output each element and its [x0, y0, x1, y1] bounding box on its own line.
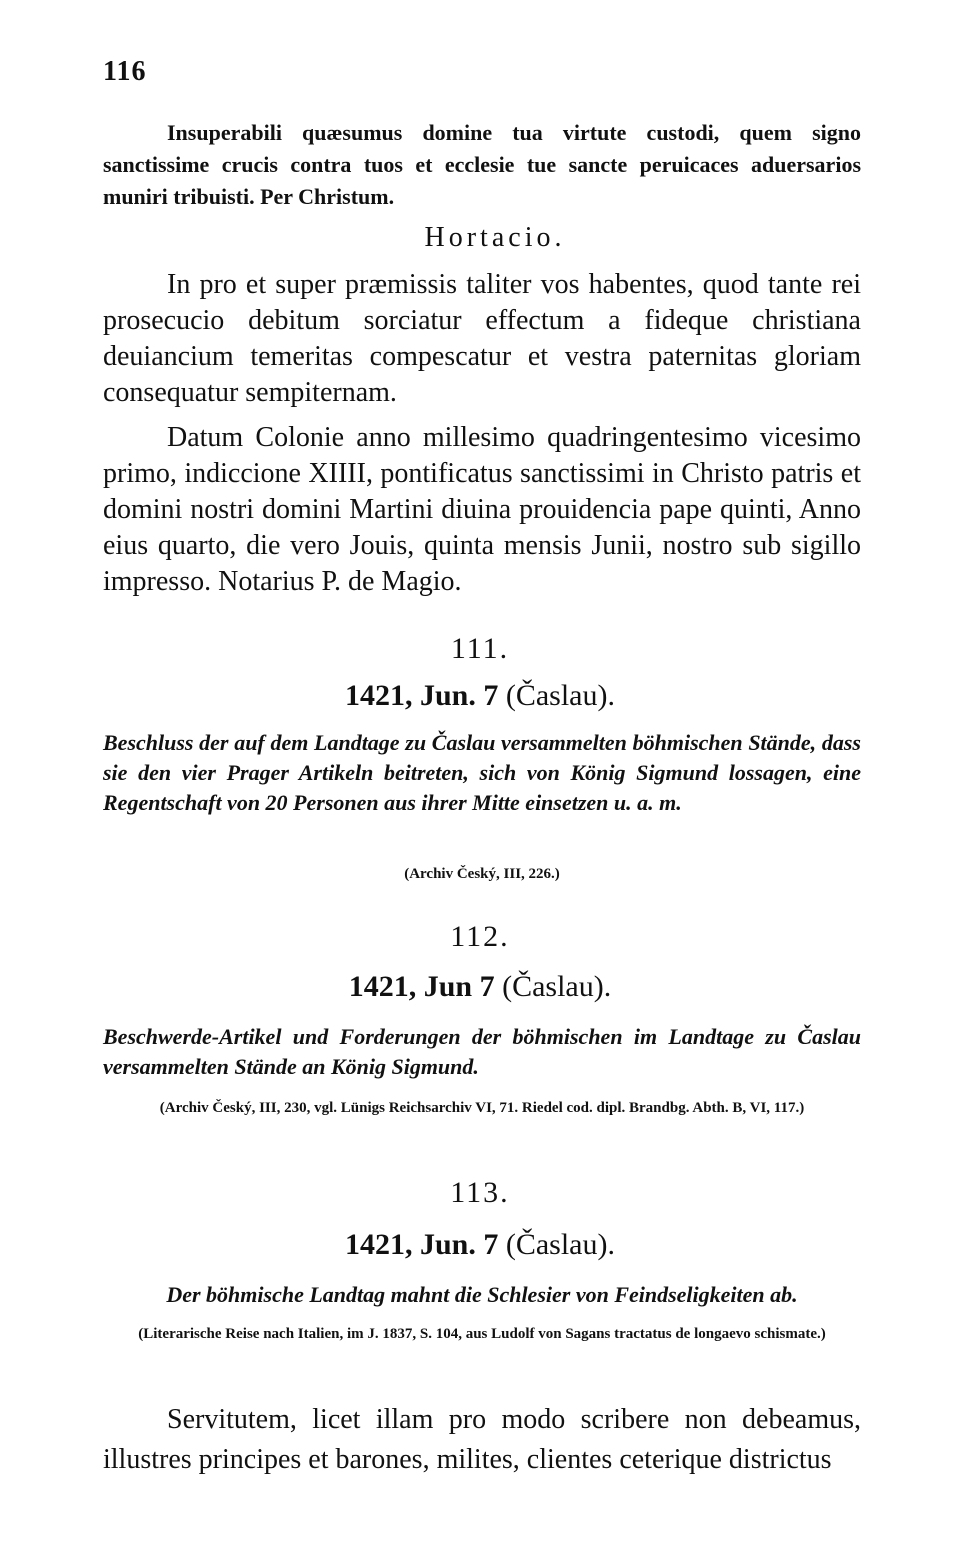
document-date-111	[0, 679, 960, 713]
document-source-112: (Archiv Český, III, 230, vgl. Lünigs Reichsarchiv VI, 71. Riedel cod. dipl. Brandbg. Abth. B, VI, 117.)	[159, 1100, 805, 1116]
document-number-111: 111.	[450, 632, 510, 665]
date-place: (Časlau).	[505, 679, 615, 712]
page-number: 116	[103, 56, 147, 87]
datum-paragraph: Datum Colonie anno millesimo quadringentesimo vicesimo primo, indiccione XIIII, pontificatus sanctissimi in Christo patris et domini nostri domini Martini diuina prouidencia pape quinti, Anno eius quarto, die vero Jouis, quinta mensis Junii, nostro sub sigillo impresso. Notarius P. de Magio.	[103, 422, 861, 597]
date-bold: 1421, Jun 7	[348, 970, 495, 1003]
date-bold: 1421, Jun. 7	[344, 679, 499, 712]
date-place: (Časlau).	[505, 1228, 615, 1261]
final-paragraph: Servitutem, licet illam pro modo scribere non debeamus, illustres principes et barones, milites, clientes ceterique districtus	[103, 1404, 861, 1475]
document-summary-113: Der böhmische Landtag mahnt die Schlesier von Feindseligkeiten ab.	[166, 1282, 798, 1307]
document-source-113: (Literarische Reise nach Italien, im J. 1837, S. 104, aus Ludolf von Sagans tractatus de longaevo schismate.)	[138, 1326, 826, 1342]
date-bold: 1421, Jun. 7	[344, 1228, 499, 1261]
document-number-112: 112.	[450, 920, 510, 953]
document-date-112	[0, 970, 960, 1004]
prayer-paragraph: Insuperabili quæsumus domine tua virtute custodi, quem signo sanctissime crucis contra tuos et ecclesie tue sancte peruicaces aduersarios muniri tribuisti. Per Christum.	[103, 120, 861, 209]
document-summary-112: Beschwerde-Artikel und Forderungen der böhmischen im Landtage zu Časlau versammelten Stände an König Sigmund.	[103, 1024, 861, 1079]
document-number-113: 113.	[450, 1176, 510, 1209]
document-date-113	[0, 1228, 960, 1262]
date-place: (Časlau).	[502, 970, 612, 1003]
document-source-111: (Archiv Český, III, 226.)	[404, 866, 560, 882]
document-summary-111: Beschluss der auf dem Landtage zu Časlau versammelten böhmischen Stände, dass sie den vier Prager Artikeln beitreten, sich von König Sigmund lossagen, eine Regentschaft von 20 Personen aus ihrer Mitte einsetzen u. a. m.	[103, 730, 861, 815]
hortacio-paragraph: In pro et super præmissis taliter vos habentes, quod tante rei prosecucio debitum sorciatur effectum a fideque christiana deuiancium temeritas compescatur et vestra paternitas gloriam consequatur sempiternam.	[103, 269, 861, 408]
hortacio-heading: Hortacio.	[424, 222, 566, 253]
